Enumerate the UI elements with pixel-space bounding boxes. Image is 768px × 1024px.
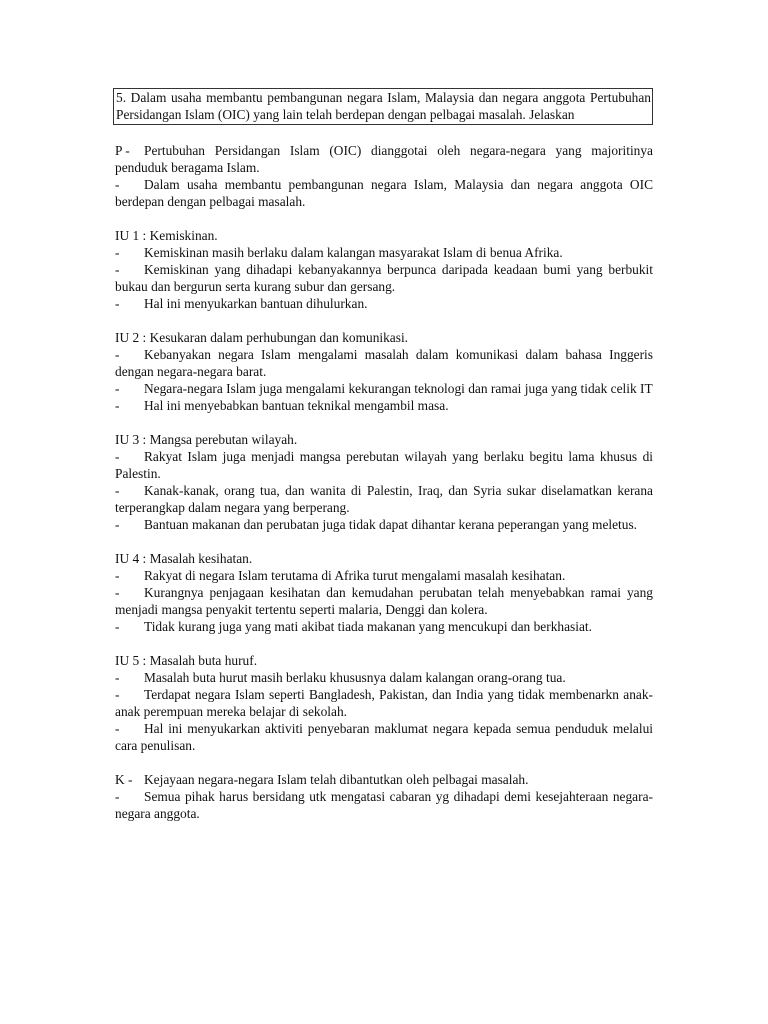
bullet-dash: - [115,619,120,634]
bullet-dash: - [115,296,120,311]
bullet-dash: - [115,449,120,464]
list-item [115,380,653,397]
list-item [115,176,653,210]
list-item [115,346,653,380]
list-item [115,618,653,635]
section-iu5 [115,652,653,754]
list-item-text: Kebanyakan negara Islam mengalami masalah dalam komunikasi dalam bahasa Inggeris dengan negara-negara barat. [115,347,653,379]
introduction-label: P - [115,143,130,158]
bullet-dash: - [115,568,120,583]
list-item-text: Dalam usaha membantu pembangunan negara Islam, Malaysia dan negara anggota OIC berdepan dengan pelbagai masalah. [115,177,653,209]
section-heading: IU 3 : Mangsa perebutan wilayah. [115,432,298,447]
conclusion-line [115,771,653,788]
list-item-text: Semua pihak harus bersidang utk mengatasi cabaran yg dihadapi demi kesejahteraan negara-negara anggota. [115,789,653,821]
bullet-dash: - [115,381,120,396]
introduction-line [115,142,653,176]
list-item-text: Rakyat di negara Islam terutama di Afrika turut mengalami masalah kesihatan. [144,568,566,583]
list-item [115,397,653,414]
list-item-text: Kurangnya penjagaan kesihatan dan kemudahan perubatan telah menyebabkan ramai yang menjadi mangsa penyakit tertentu seperti malaria, Denggi dan kolera. [115,585,653,617]
list-item-text: Masalah buta hurut masih berlaku khususnya dalam kalangan orang-orang tua. [144,670,566,685]
list-item-text: Negara-negara Islam juga mengalami kekurangan teknologi dan ramai juga yang tidak celik IT [144,381,653,396]
list-item-text: Kanak-kanak, orang tua, dan wanita di Palestin, Iraq, dan Syria sukar diselamatkan kerana terperangkap dalam negara yang berperang. [115,483,653,515]
section-heading: IU 4 : Masalah kesihatan. [115,551,253,566]
introduction-text: Pertubuhan Persidangan Islam (OIC) dianggotai oleh negara-negara yang majoritinya penduduk beragama Islam. [115,143,653,175]
bullet-dash: - [115,517,120,532]
list-item-text: Tidak kurang juga yang mati akibat tiada makanan yang mencukupi dan berkhasiat. [144,619,592,634]
list-item-text: Kemiskinan masih berlaku dalam kalangan masyarakat Islam di benua Afrika. [144,245,563,260]
bullet-dash: - [115,177,120,192]
bullet-dash: - [115,245,120,260]
list-item [115,720,653,754]
list-item-text: Hal ini menyukarkan aktiviti penyebaran maklumat negara kepada semua penduduk melalui cara penulisan. [115,721,653,753]
list-item [115,448,653,482]
bullet-dash: - [115,687,120,702]
section-iu3 [115,431,653,533]
bullet-dash: - [115,483,120,498]
list-item [115,584,653,618]
section-iu1 [115,227,653,312]
section-heading: IU 1 : Kemiskinan. [115,228,218,243]
list-item-text: Hal ini menyukarkan bantuan dihulurkan. [144,296,368,311]
list-item [115,295,653,312]
list-item [115,244,653,261]
conclusion-section [115,771,653,822]
question-box [113,88,653,125]
list-item [115,261,653,295]
list-item [115,567,653,584]
section-iu2 [115,329,653,414]
list-item [115,686,653,720]
list-item-text: Kemiskinan yang dihadapi kebanyakannya berpunca daripada keadaan bumi yang berbukit bukau dan bergurun serta kurang subur dan gersang. [115,262,653,294]
list-item-text: Bantuan makanan dan perubatan juga tidak dapat dihantar kerana peperangan yang meletus. [144,517,638,532]
bullet-dash: - [115,347,120,362]
bullet-dash: - [115,262,120,277]
section-heading: IU 2 : Kesukaran dalam perhubungan dan komunikasi. [115,330,409,345]
introduction-section [115,142,653,210]
list-item-text: Hal ini menyebabkan bantuan teknikal mengambil masa. [144,398,449,413]
list-item [115,482,653,516]
conclusion-label: K - [115,772,133,787]
bullet-dash: - [115,398,120,413]
list-item [115,669,653,686]
document-content [115,88,653,822]
question-text: 5. Dalam usaha membantu pembangunan negara Islam, Malaysia dan negara anggota Pertubuhan Persidangan Islam (OIC) yang lain telah berdepan dengan pelbagai masalah. Jelaskan [116,90,651,122]
list-item-text: Terdapat negara Islam seperti Bangladesh, Pakistan, dan India yang tidak membenarkn anak-anak perempuan mereka belajar di sekolah. [115,687,653,719]
bullet-dash: - [115,670,120,685]
bullet-dash: - [115,789,120,804]
list-item [115,516,653,533]
section-heading: IU 5 : Masalah buta huruf. [115,653,258,668]
list-item [115,788,653,822]
list-item-text: Rakyat Islam juga menjadi mangsa perebutan wilayah yang berlaku begitu lama khusus di Palestin. [115,449,653,481]
conclusion-text: Kejayaan negara-negara Islam telah dibantutkan oleh pelbagai masalah. [144,772,529,787]
bullet-dash: - [115,585,120,600]
bullet-dash: - [115,721,120,736]
section-iu4 [115,550,653,635]
